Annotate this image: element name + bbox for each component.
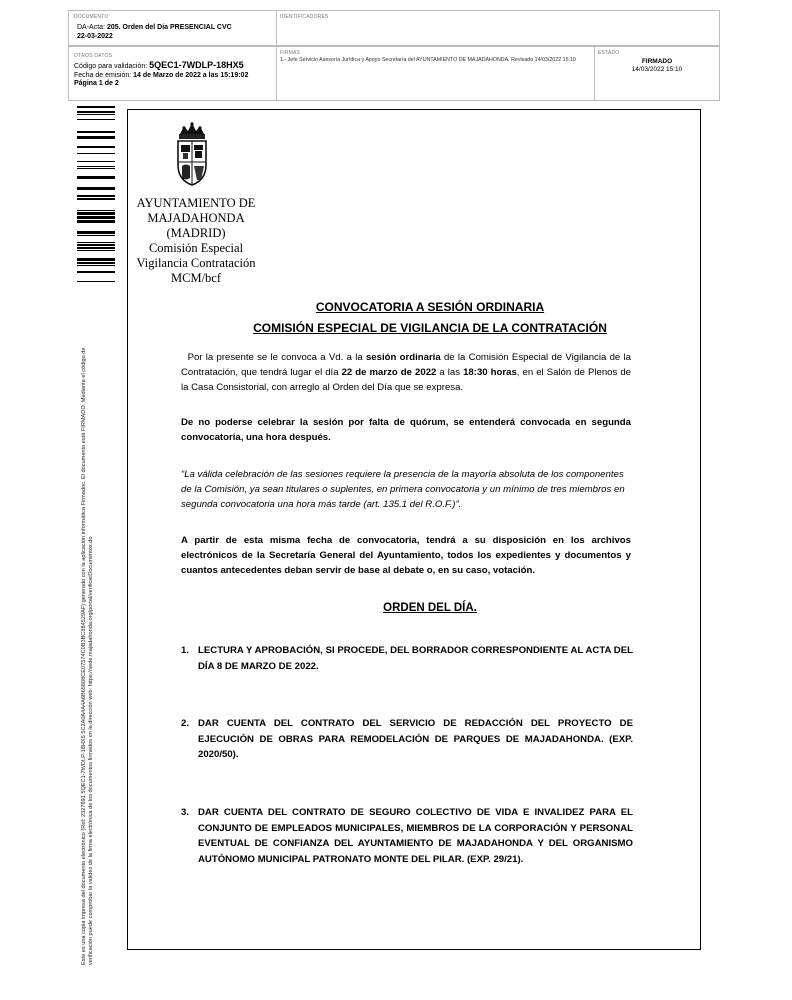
orden-del-dia-title: ORDEN DEL DÍA. <box>383 602 477 614</box>
agenda-item-1 <box>181 643 633 674</box>
firmas-cell <box>277 47 595 100</box>
p1-t4: , en el Salón de Plenos de la Casa Consistorial, con arreglo al Orden del Día que se expresa. <box>181 367 632 393</box>
coat-of-arms-icon <box>172 120 212 188</box>
barcode-image <box>77 106 115 290</box>
organization-block <box>134 196 258 286</box>
identificadores-cell <box>277 11 719 45</box>
paragraph-convocatoria <box>181 350 631 395</box>
pagina: Página 1 de 2 <box>74 80 119 87</box>
p1-t2: de la Comisión Especial de Vigilancia de la Contratación, que tendrá lugar el día <box>181 352 631 378</box>
estado-cell <box>595 47 719 100</box>
estado-value: FIRMADO <box>641 58 673 65</box>
documento-prefix: DA-Acta: <box>77 24 106 31</box>
verification-note <box>81 305 95 965</box>
identificadores-label: IDENTIFICADORES <box>280 14 329 20</box>
documento-date: 22-03-2022 <box>77 33 113 40</box>
documento-cell <box>69 11 277 45</box>
org-line-3: (MADRID) <box>166 226 226 240</box>
estado-block <box>595 58 719 74</box>
p4-text: A partir de esta misma fecha de convocatoria, tendrá a su disposición en los archivos electrónicos de la Secretaría General del Ayuntamiento, todos los expedientes y documentos y cuantos antecedentes deban servir de base al debate o, en su caso, votación. <box>181 535 631 576</box>
otros-datos-label: OTROS DATOS <box>74 53 113 59</box>
estado-label: ESTADO <box>598 50 620 56</box>
p1-t1: Por la presente se le convoca a Vd. a la <box>187 352 366 363</box>
codigo-label: Código para validación: <box>74 63 148 70</box>
p1-b1: sesión ordinaria <box>365 352 441 363</box>
header-top-row <box>68 10 720 46</box>
agenda-item-2-number: 2. <box>181 718 190 729</box>
validation-block <box>74 61 248 89</box>
p1-b2: 22 de marzo de 2022 <box>341 367 437 378</box>
fecha-label: Fecha de emisión: <box>74 71 132 79</box>
p1-t3: a las <box>436 367 464 378</box>
firma-text: 1.- Jefe Servicio Asesoría Jurídica y Apoyo Secretaría del AYUNTAMIENTO DE MAJADAHONDA. Revisado 14/03/2022 15:10 <box>280 57 576 63</box>
codigo-value: 5QEC1-7WDLP-18HX5 <box>149 60 244 70</box>
p2-text: De no poderse celebrar la sesión por falta de quórum, se entenderá convocada en segunda convocatoria, una hora después. <box>181 417 631 443</box>
agenda-item-3-number: 3. <box>181 807 190 818</box>
agenda-item-1-number: 1. <box>181 645 190 656</box>
paragraph-quorum <box>181 415 631 445</box>
org-line-2: MAJADAHONDA <box>147 211 245 225</box>
org-line-5: Vigilancia Contratación <box>136 256 256 270</box>
firmas-label: FIRMAS <box>280 50 301 56</box>
comision-title: COMISIÓN ESPECIAL DE VIGILANCIA DE LA CONTRATACIÓN <box>253 321 607 335</box>
verification-note-line1: Este es una copia impresa del documento electrónico (Ref: 2327691 5QEC1-7WDLP-18HX5 5C2A0A4A4A6B65608CE07574C0B3BC384529AF) generado con la aplicación informática Firmadoc. El documento está FIRMADO. Mediante el código de <box>81 347 87 965</box>
org-line-1: AYUNTAMIENTO DE <box>136 196 256 210</box>
agenda-item-3-text: DAR CUENTA DEL CONTRATO DE SEGURO COLECTIVO DE VIDA E INVALIDEZ PARA EL CONJUNTO DE EMPLEADOS MUNICIPALES, MIEMBROS DE LA CORPORACIÓN Y PERSONAL EVENTUAL DE CONFIANZA DEL AYUNTAMIENTO DE MAJADAHONDA Y DEL ORGANISMO AUTÓNOMO MUNICIPAL PATRONATO MONTE DEL PILAR. (EXP. 29/21). <box>198 807 633 865</box>
fecha-value: 14 de Marzo de 2022 a las 15:19:02 <box>133 71 249 79</box>
otros-datos-cell <box>69 47 277 100</box>
header-bottom-row <box>68 46 720 101</box>
convocatoria-title: CONVOCATORIA A SESIÓN ORDINARIA <box>315 300 545 314</box>
paragraph-disposicion <box>181 533 631 578</box>
agenda-item-3 <box>181 805 633 867</box>
agenda-item-2 <box>181 716 633 763</box>
agenda-item-2-text: DAR CUENTA DEL CONTRATO DEL SERVICIO DE REDACCIÓN DEL PROYECTO DE EJECUCIÓN DE OBRAS PARA REMODELACIÓN DE PARQUES DE MAJADAHONDA. (EXP. 2020/50). <box>198 718 633 760</box>
org-line-4: Comisión Especial <box>148 241 244 255</box>
documento-label: DOCUMENTO <box>74 14 109 20</box>
org-line-6: MCM/bcf <box>171 271 221 285</box>
estado-date: 14/03/2022 15:10 <box>631 66 683 73</box>
documento-title <box>77 23 232 41</box>
p1-b3: 18:30 horas <box>463 367 517 378</box>
documento-name: 205. Orden del Día PRESENCIAL CVC <box>106 24 232 31</box>
verification-note-line2: verificación puede comprobar la validez de la firma electrónica de los documentos firmados en la dirección web: https://sede.majadahonda.org/portal/verificarDocumentos.do <box>88 536 94 965</box>
p3-text: “La válida celebración de las sesiones requiere la presencia de la mayoría absoluta de los componentes de la Comisión, ya sean titulares o suplentes, en primera convocatoria y un mínimo de tres miembros en segunda convocatoria una hora más tarde (art. 135.1 del R.O.F.)”. <box>181 469 625 510</box>
paragraph-rof <box>181 467 626 512</box>
agenda-item-1-text: LECTURA Y APROBACIÓN, SI PROCEDE, DEL BORRADOR CORRESPONDIENTE AL ACTA DEL DÍA 8 DE MARZO DE 2022. <box>198 645 633 672</box>
